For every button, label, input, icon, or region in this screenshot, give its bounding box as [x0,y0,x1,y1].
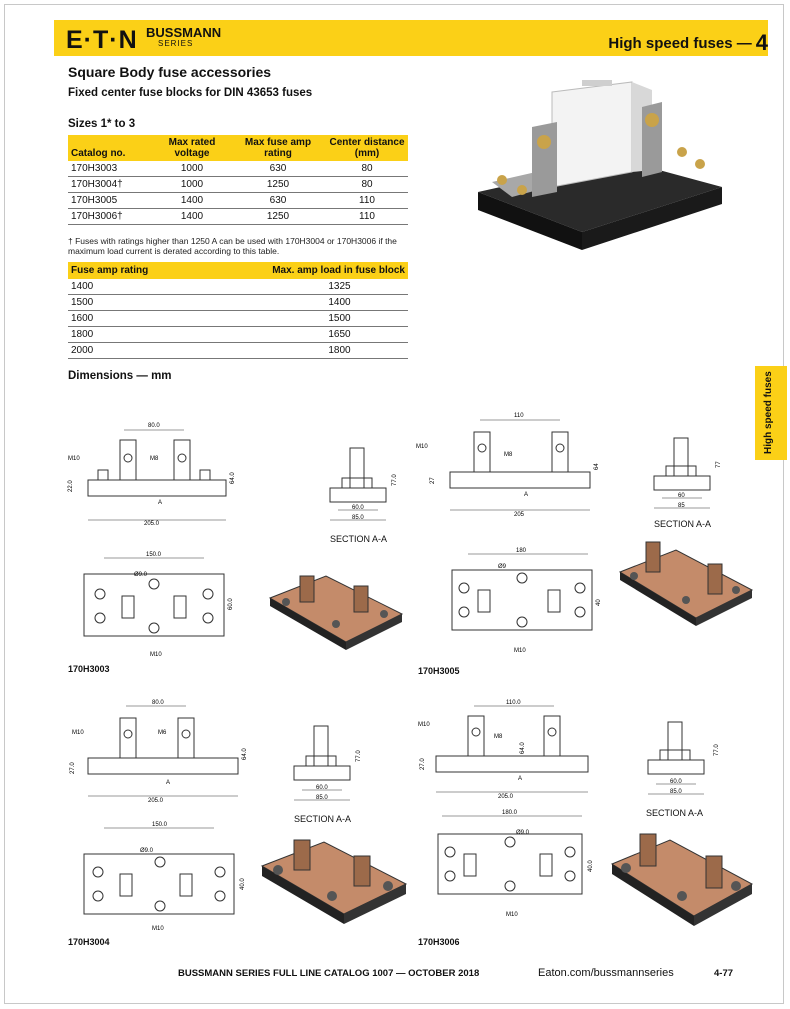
dim-h: 77.0 [714,744,720,756]
cell: 630 [230,161,326,177]
dim-w2: 85.0 [352,515,364,521]
dim-width: 40.0 [240,878,246,890]
dim-plan-len: 150.0 [152,822,168,828]
dim-length: 205.0 [148,798,164,804]
brand-series: SERIES [158,39,194,48]
label-m10: M10 [416,444,428,450]
dim-h2: 27 [430,477,436,484]
label-hole: Ø9.0 [516,830,530,836]
render-contact [640,834,656,866]
section-name: High speed fuses — [608,35,752,52]
drawing-plan-170H3004 [64,820,250,932]
label-m10: M10 [68,456,80,462]
cell: 80 [326,177,408,193]
drawing-label-170H3005: 170H3005 [418,666,460,676]
cell: 1325 [214,279,408,295]
cell: 110 [326,209,408,225]
table-row [68,193,408,209]
dim-width: 40 [596,599,602,606]
drawing-front-170H3005 [414,408,614,518]
cell: 1400 [68,279,214,295]
footnote: † Fuses with ratings higher than 1250 A can be used with 170H3004 or 170H3006 if the maximum load current is derated according to this table. [68,236,397,256]
table-row [68,177,408,193]
drawing-label-170H3006: 170H3006 [418,937,460,947]
bussmann-brand [146,26,221,49]
dim-center: 110.0 [506,700,521,706]
brand-name: BUSSMANN [146,25,222,40]
col-amp: Max fuse amp rating [230,135,326,161]
dim-w1: 60.0 [316,785,328,791]
render-contact [354,856,370,886]
drawing-front-170H3006 [414,694,614,802]
col-catalog: Catalog no. [68,135,154,161]
cell: 1400 [214,295,408,311]
derating-table [68,262,408,359]
label-m10: M10 [152,926,164,932]
cell: 1800 [68,327,214,343]
dim-center: 80.0 [148,423,160,429]
render-170H3004 [258,826,410,930]
eaton-logo: E·T·N [66,26,138,54]
col-center: Center distance (mm) [326,135,408,161]
page-number: 4-77 [714,968,734,979]
section-title [608,30,768,56]
section-number: 4 [755,30,768,55]
drawing-front-170H3004 [64,696,254,804]
cell: 1500 [68,295,214,311]
table-row [68,295,408,311]
label-m6: M6 [158,730,167,736]
drawing-section-1 [322,438,402,528]
cell: 1600 [68,311,214,327]
dim-length: 205 [514,512,525,518]
dim-length: 205.0 [498,794,514,800]
label-a: A [518,776,523,782]
col-voltage: Max rated voltage [154,135,230,161]
table-row [68,327,408,343]
photo-bolt [677,147,687,157]
fuse-block-photo [472,72,724,252]
footer-url[interactable]: Eaton.com/bussmannseries [538,967,674,979]
cell: 1800 [214,343,408,359]
cell: 170H3006† [68,209,154,225]
label-m10: M10 [506,912,518,918]
dim-height: 64.0 [230,472,236,484]
cell: 1500 [214,311,408,327]
dim-height: 64 [594,463,600,470]
col-fuse-amp: Fuse amp rating [68,262,214,279]
drawing-section-3 [286,718,366,808]
dim-h: 77.0 [392,474,398,486]
label-hole: Ø9 [498,564,507,570]
drawing-plan-170H3006 [432,806,604,920]
dim-h2: 22.0 [68,480,74,492]
drawing-label-170H3004: 170H3004 [68,937,110,947]
sizes-heading: Sizes 1* to 3 [68,118,136,130]
cell: 170H3005 [68,193,154,209]
dim-plan-len: 180.0 [502,810,518,816]
render-plate [270,576,402,642]
drawing-front-170H3003 [64,412,244,528]
photo-contact-left [532,122,557,197]
cell: 80 [326,161,408,177]
dim-w2: 85.0 [316,795,328,801]
side-tab [755,366,787,460]
label-hole: Ø9.0 [134,572,148,578]
section-label-3: SECTION A-A [294,814,352,824]
dim-h: 77.0 [356,750,362,762]
table-header-row [68,135,408,161]
photo-bolt [695,159,705,169]
photo-fuse-body [552,82,632,187]
col-max-load: Max. amp load in fuse block [214,262,408,279]
cell: 170H3003 [68,161,154,177]
label-m10: M10 [72,730,84,736]
dim-w2: 85.0 [670,789,682,795]
table-row [68,161,408,177]
dim-h: 77 [716,461,722,468]
render-contact [708,564,722,594]
render-contact [646,542,660,572]
dim-length: 205.0 [144,521,160,527]
drawing-plan-170H3005 [448,546,608,658]
table-row [68,209,408,225]
dim-center: 110 [514,413,524,419]
dim-center: 80.0 [152,700,164,706]
label-m8: M8 [494,734,503,740]
dim-plan-len: 180 [516,548,527,554]
render-contact [354,586,368,612]
dim-w1: 60.0 [352,505,364,511]
page-title: Square Body fuse accessories [68,64,272,80]
cell: 1650 [214,327,408,343]
photo-bolt [645,113,659,127]
cell: 110 [326,193,408,209]
cell: 1250 [230,177,326,193]
dim-w2: 85 [678,503,685,509]
dim-h2: 27.0 [420,758,426,770]
dim-height: 64.0 [520,742,526,754]
page-subtitle: Fixed center fuse blocks for DIN 43653 fuses [68,87,313,99]
render-contact [300,576,314,602]
cell: 1400 [154,193,230,209]
table-row [68,279,408,295]
dimensions-heading: Dimensions — mm [68,370,172,382]
dim-width: 60.0 [228,598,234,610]
dim-width: 40.0 [588,860,594,872]
render-contact [294,840,310,870]
dim-h2: 27.0 [70,762,76,774]
section-label-4: SECTION A-A [646,808,704,818]
drawing-section-4 [638,716,724,802]
label-m8: M8 [150,456,159,462]
render-contact [706,856,722,888]
dim-height: 64.0 [242,748,248,760]
cell: 1000 [154,161,230,177]
label-m10: M10 [418,722,430,728]
label-m10: M10 [150,652,162,658]
photo-bolt [517,185,527,195]
photo-bolt [537,135,551,149]
render-170H3003 [266,558,406,654]
drawing-label-170H3003: 170H3003 [68,664,110,674]
cell: 2000 [68,343,214,359]
catalog-table [68,135,408,225]
dim-plan-len: 150.0 [146,552,162,558]
cell: 170H3004† [68,177,154,193]
section-label-2: SECTION A-A [654,519,712,529]
render-170H3006 [608,824,756,932]
side-tab-label: High speed fuses [763,371,774,454]
photo-indicator [582,80,612,86]
drawing-plan-170H3003 [64,550,244,660]
label-a: A [166,780,171,786]
label-a: A [158,500,163,506]
table-row [68,311,408,327]
photo-bolt [497,175,507,185]
label-m10: M10 [514,648,526,654]
table-header-row [68,262,408,279]
cell: 630 [230,193,326,209]
cell: 1000 [154,177,230,193]
footer-catalog: BUSSMANN SERIES FULL LINE CATALOG 1007 — OCTOBER 2018 [178,968,480,979]
dim-w1: 60 [678,493,685,499]
section-label-1: SECTION A-A [330,534,388,544]
drawing-section-2 [646,432,726,516]
label-m8: M8 [504,452,513,458]
cell: 1400 [154,209,230,225]
table-row [68,343,408,359]
render-170H3005 [616,536,756,636]
cell: 1250 [230,209,326,225]
label-a: A [524,492,529,498]
label-hole: Ø9.0 [140,848,154,854]
dim-w1: 60.0 [670,779,682,785]
